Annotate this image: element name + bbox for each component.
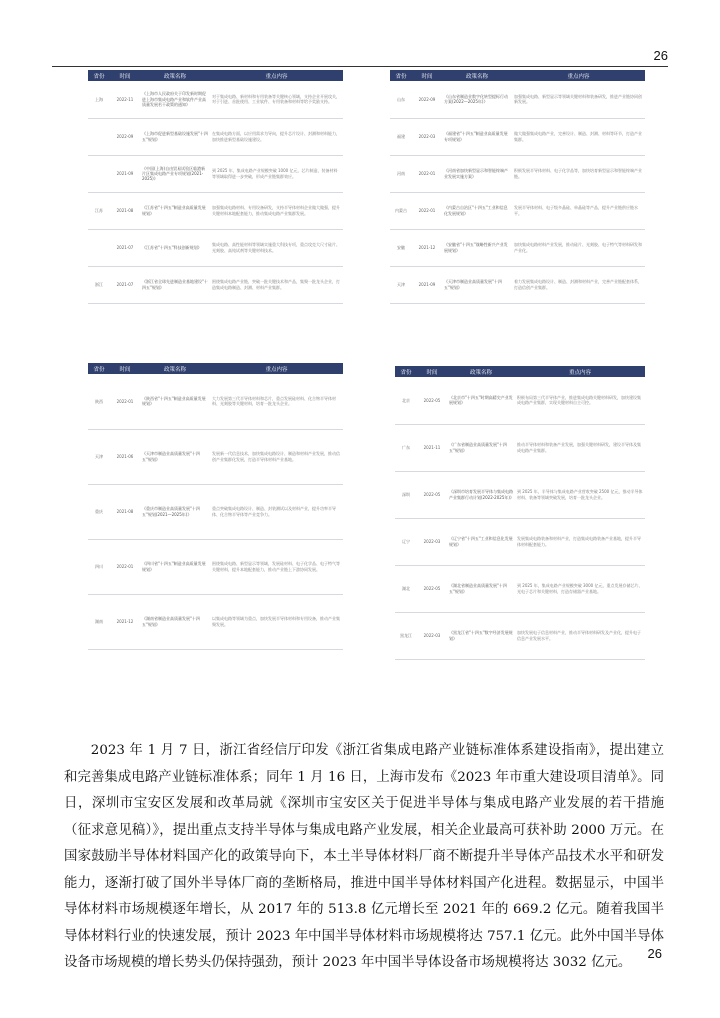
- table-row: [88, 594, 343, 649]
- cell-policy: 《北京市"十四五"时期高精尖产业发展规划》: [447, 377, 515, 424]
- cell-time: 2022-01: [412, 155, 442, 192]
- cell-time: 2022-01: [110, 374, 140, 429]
- cell-region: [88, 118, 110, 155]
- cell-policy: 《浙江省全球先进制造业基地建设"十四五"规划》: [140, 266, 210, 303]
- cell-region: 四川: [88, 539, 110, 594]
- cell-region: 江苏: [88, 192, 110, 229]
- cell-content: 到 2025 年，半导体与集成电路产业营收突破 2500 亿元，推动半导体材料、装备等领域突破发展，培育一批龙头企业。: [515, 471, 645, 518]
- cell-content: 积极布局第三代半导体产业，推进集成电路关键材料研发，加快建设集成电路产业集群，实现关键材料自主可控。: [515, 377, 645, 424]
- cell-region: 重庆: [88, 484, 110, 539]
- table-row: [88, 155, 343, 192]
- cell-content: 在集成电路方面，以应用需求为导向，提升芯片设计、封测和材料能力，加快推进新型基础设施建设。: [210, 118, 343, 155]
- cell-region: 陕西: [88, 374, 110, 429]
- table-row: [88, 429, 343, 484]
- cell-policy: 《重庆市制造业高质量发展"十四五"规划(2021—2025年)》: [140, 484, 210, 539]
- cell-content: 积极发展半导体材料、电子化学品等，加快培育新型显示和智能终端产业链。: [512, 155, 645, 192]
- table-row: [395, 377, 645, 424]
- cell-policy: 《湖南省制造业高质量发展"十四五"规划》: [140, 594, 210, 649]
- cell-region: 天津: [390, 266, 412, 303]
- cell-region: 河南: [390, 155, 412, 192]
- policy-table-top-right: [390, 70, 645, 304]
- col-header-region: 省份: [88, 363, 110, 374]
- cell-time: 2022-03: [417, 612, 447, 659]
- page-number-top: 26: [653, 48, 668, 63]
- cell-content: 加快集成电路材料产业发展，推动硅片、光刻胶、电子特气等材料研发和产业化。: [512, 229, 645, 266]
- cell-policy: 《安徽省"十四五"战略性新兴产业发展规划》: [442, 229, 512, 266]
- cell-policy: 《内蒙古自治区"十四五"工业和信息化发展规划》: [442, 192, 512, 229]
- table-row: [390, 118, 645, 155]
- cell-content: 加强集成电路材料、专用设备研发，支持半导体材料企业做大做强，提升关键材料本地配套能力，推动集成电路产业集群发展。: [210, 192, 343, 229]
- table-row: [390, 81, 645, 118]
- cell-content: 重点突破集成电路设计、制造、封装测试以及材料产业，提升功率半导体、化合物半导体等产业竞争力。: [210, 484, 343, 539]
- col-header-time: 时间: [110, 363, 140, 374]
- cell-region: 山东: [390, 81, 412, 118]
- col-header-time: 时间: [412, 70, 442, 81]
- cell-policy: 《广东省制造业高质量发展"十四五"规划》: [447, 424, 515, 471]
- cell-policy: 《中国(上海)自由贸易试验区临港新片区集成电路产业专项规划(2021-2025)》: [140, 155, 210, 192]
- cell-policy: 《上海市促进新型基础设施发展"十四五"规划》: [140, 118, 210, 155]
- cell-region: 湖南: [88, 594, 110, 649]
- table-row: [395, 612, 645, 659]
- table-row: [88, 539, 343, 594]
- table-row: [390, 229, 645, 266]
- cell-region: 浙江: [88, 266, 110, 303]
- cell-policy: 《福建省"十四五"制造业高质量发展专项规划》: [442, 118, 512, 155]
- body-paragraph-text: 2023 年 1 月 7 日，浙江省经信厅印发《浙江省集成电路产业链标准体系建设指南》，提出建立和完善集成电路产业链标准体系；同年 1 月 16 日，上海市发布《2023 年市重大建设项目清单》。同日，深圳市宝安区发展和改革局就《深圳市宝安区关于促进半导体与集成电路产业发展的若干措施（征求意见稿）》，提出重点支持半导体与集成电路产业发展，相关企业最高可获补助 2000 万元。在国家鼓励半导体材料国产化的政策导向下，本土半导体材料厂商不断提升半导体产品技术水平和研发能力，逐渐打破了国外半导体厂商的垄断格局，推进中国半导体材料国产化进程。数据显示，中国半导体材料市场规模逐年增长，从 2017 年的 513.8 亿元增长至 2021 年的 669.2 亿元。随着我国半导体材料行业的快速发展，预计 2023 年中国半导体材料市场规模将达 757.1 亿元。此外中国半导体设备市场规模的增长势头仍保持强劲，预计 2023 年中国半导体设备市场规模将达 3032 亿元。: [64, 743, 664, 970]
- table-row: [88, 484, 343, 539]
- table-row: [395, 565, 645, 612]
- cell-content: 发展集成电路装备和材料产业，打造集成电路装备产业基地，提升半导体材料配套能力。: [515, 518, 645, 565]
- col-header-content: 重点内容: [210, 363, 343, 374]
- table-row: [390, 155, 645, 192]
- cell-content: 围绕集成电路产业链，突破一批关键技术和产品，集聚一批龙头企业，打造集成电路制造、封测、材料产业集群。: [210, 266, 343, 303]
- table-row: [395, 424, 645, 471]
- col-header-content: 重点内容: [210, 70, 343, 81]
- cell-time: 2021-07: [110, 229, 140, 266]
- cell-time: 2021-06: [110, 429, 140, 484]
- cell-policy: 《四川省"十四五"制造业高质量发展规划》: [140, 539, 210, 594]
- cell-region: 福建: [390, 118, 412, 155]
- cell-time: 2022-05: [417, 565, 447, 612]
- page-number-bottom: 26: [647, 946, 662, 961]
- body-paragraph: [64, 738, 664, 977]
- cell-content: 着力发展集成电路设计、制造、封测和材料产业，完善产业链配套体系，打造信创产业集群。: [512, 266, 645, 303]
- table-row: [88, 118, 343, 155]
- table-row: [395, 518, 645, 565]
- cell-time: 2021-09: [412, 266, 442, 303]
- col-header-region: 省份: [390, 70, 412, 81]
- col-header-content: 重点内容: [515, 366, 645, 377]
- col-header-region: 省份: [395, 366, 417, 377]
- cell-time: 2022-11: [110, 81, 140, 118]
- cell-policy: 《河南省加快新型显示和智能终端产业发展实施方案》: [442, 155, 512, 192]
- col-header-region: 省份: [88, 70, 110, 81]
- cell-time: 2022-01: [110, 539, 140, 594]
- cell-policy: 《天津市制造业高质量发展"十四五"规划》: [442, 266, 512, 303]
- table-row: [88, 192, 343, 229]
- policy-table-bottom-left: [88, 363, 343, 650]
- table-row: [88, 229, 343, 266]
- table-row: [88, 81, 343, 118]
- table-row: [390, 192, 645, 229]
- cell-time: 2022-05: [417, 471, 447, 518]
- cell-region: 广东: [395, 424, 417, 471]
- cell-time: 2022-01: [412, 192, 442, 229]
- cell-policy: 《天津市制造业高质量发展"十四五"规划》: [140, 429, 210, 484]
- cell-content: 到 2025 年，集成电路产业规模突破 1000 亿元，芯片制造、装备材料等领域取得进一步突破，形成产业链集群效应。: [210, 155, 343, 192]
- cell-content: 以集成电路等领域为重点，加快发展半导体材料和专用设备，推动产业集聚发展。: [210, 594, 343, 649]
- cell-policy: 《陕西省"十四五"制造业高质量发展规划》: [140, 374, 210, 429]
- cell-region: [88, 229, 110, 266]
- cell-region: 内蒙古: [390, 192, 412, 229]
- cell-policy: 《江苏省"十四五"科技创新规划》: [140, 229, 210, 266]
- cell-time: 2022-03: [412, 118, 442, 155]
- cell-policy: 《黑龙江省"十四五"数字经济发展规划》: [447, 612, 515, 659]
- cell-content: 围绕集成电路、新型显示等领域，发展硅材料、电子化学品、电子特气等关键材料，提升本地配套能力，推动产业链上下游协同发展。: [210, 539, 343, 594]
- table-row: [395, 471, 645, 518]
- cell-time: 2021-08: [110, 192, 140, 229]
- cell-time: 2022-05: [417, 377, 447, 424]
- cell-time: 2021-12: [110, 594, 140, 649]
- cell-region: 北京: [395, 377, 417, 424]
- col-header-policy: 政策名称: [442, 70, 512, 81]
- col-header-policy: 政策名称: [140, 363, 210, 374]
- cell-content: 对于集成电路、新材料和专用装备等关键核心领域，支持企业开展攻关，对于引进、首批使用、工业软件、专用装备和材料等给予奖励支持。: [210, 81, 343, 118]
- cell-policy: 《上海市人民政府关于印发新时期促进上海市集成电路产业和软件产业高质量发展若干政策的通知》: [140, 81, 210, 118]
- table-row: [88, 374, 343, 429]
- table-row: [390, 266, 645, 303]
- cell-region: 深圳: [395, 471, 417, 518]
- cell-region: 黑龙江: [395, 612, 417, 659]
- cell-content: 加快发展电子信息材料产业，推动半导体材料研发及产业化，提升电子信息产业发展水平。: [515, 612, 645, 659]
- cell-time: 2021-12: [412, 229, 442, 266]
- cell-time: 2021-08: [110, 484, 140, 539]
- cell-content: 发展新一代信息技术，加快集成电路设计、制造和材料产业发展，推动信创产业集群化发展，打造半导体材料产业基地。: [210, 429, 343, 484]
- cell-policy: 《深圳市培育发展半导体与集成电路产业集群行动计划(2022-2025年)》: [447, 471, 515, 518]
- col-header-time: 时间: [417, 366, 447, 377]
- cell-time: 2021-11: [417, 424, 447, 471]
- cell-content: 集成电路、高性能材料等领域实施重大科技专项，重点攻克大尺寸硅片、光刻胶、高纯试剂等关键材料技术。: [210, 229, 343, 266]
- cell-time: 2022-09: [110, 118, 140, 155]
- table-row: [88, 266, 343, 303]
- cell-policy: 《辽宁省"十四五"工业和信息化发展规划》: [447, 518, 515, 565]
- cell-region: 天津: [88, 429, 110, 484]
- cell-content: 发展半导体材料、电子级多晶硅、单晶硅等产品，提升产业链供应链水平。: [512, 192, 645, 229]
- col-header-policy: 政策名称: [140, 70, 210, 81]
- col-header-content: 重点内容: [512, 70, 645, 81]
- cell-content: 到 2025 年，集成电路产业规模突破 3000 亿元，重点发展存储芯片、光电子芯片和关键材料，打造存储器产业基地。: [515, 565, 645, 612]
- cell-policy: 《江苏省"十四五"制造业高质量发展规划》: [140, 192, 210, 229]
- cell-content: 加强集成电路、新型显示等领域关键材料和装备研发，推进产业链协同创新发展。: [512, 81, 645, 118]
- cell-time: 2021-09: [110, 155, 140, 192]
- policy-table-top-left: [88, 70, 343, 304]
- cell-region: 辽宁: [395, 518, 417, 565]
- cell-region: 安徽: [390, 229, 412, 266]
- cell-time: 2022-09: [412, 81, 442, 118]
- header-rule: [52, 66, 668, 67]
- cell-policy: 《湖北省制造业高质量发展"十四五"规划》: [447, 565, 515, 612]
- cell-region: [88, 155, 110, 192]
- cell-content: 推动半导体材料和装备产业发展，加强关键材料研发，建设半导体及集成电路产业集群。: [515, 424, 645, 471]
- cell-time: 2022-03: [417, 518, 447, 565]
- cell-content: 做大做强集成电路产业，完善设计、制造、封测、材料等环节，打造产业集群。: [512, 118, 645, 155]
- cell-content: 大力发展第三代半导体材料和芯片，重点发展硅材料、化合物半导体材料、光刻胶等关键材料，培育一批龙头企业。: [210, 374, 343, 429]
- policy-table-bottom-right: [395, 366, 645, 660]
- col-header-time: 时间: [110, 70, 140, 81]
- cell-policy: 《山东省制造业数字化转型提标行动方案(2022—2025年)》: [442, 81, 512, 118]
- cell-region: 湖北: [395, 565, 417, 612]
- cell-time: 2021-07: [110, 266, 140, 303]
- col-header-policy: 政策名称: [447, 366, 515, 377]
- cell-region: 上海: [88, 81, 110, 118]
